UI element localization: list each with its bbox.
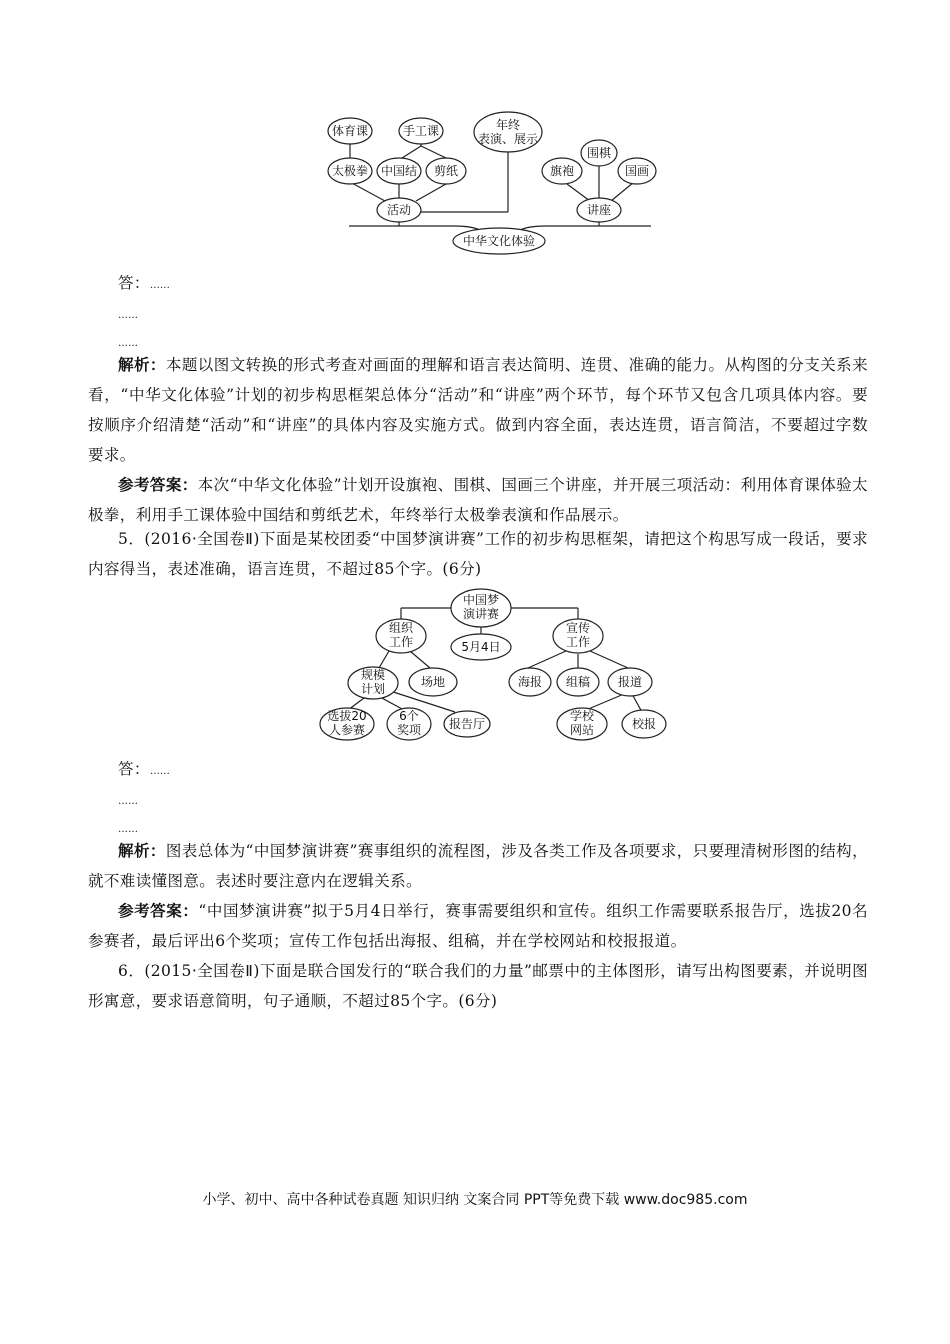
node-label: 工作 — [388, 635, 414, 649]
answer-dots: …… — [118, 824, 138, 835]
diagram2-node-school-paper — [622, 710, 666, 738]
analysis-label: 解析： — [118, 355, 166, 374]
node-label: 太极拳 — [331, 164, 369, 178]
diagram2-node-venue — [409, 668, 457, 696]
node-label: 体育课 — [331, 124, 369, 138]
answer-dots: …… — [149, 766, 170, 777]
q5-answer-line — [118, 754, 170, 787]
node-label: 计划 — [360, 682, 386, 696]
q6-question — [88, 956, 868, 1016]
node-label: 报告厅 — [448, 717, 486, 731]
diagram2-node-scale — [348, 667, 398, 699]
node-label: 场地 — [420, 675, 446, 689]
node-label: 规模 — [360, 668, 386, 682]
answer-dots: …… — [118, 796, 138, 807]
answer-label: 答： — [118, 760, 150, 778]
diagram2-node-awards — [387, 708, 431, 740]
node-label: 报道 — [617, 675, 643, 689]
node-label: 旗袍 — [549, 164, 575, 178]
node-label: 中华文化体验 — [462, 234, 536, 248]
node-label: 学校 — [569, 709, 595, 723]
answer-label: 答： — [118, 274, 150, 292]
reference-text: “中国梦演讲赛”拟于5月4日举行，赛事需要组织和宣传。组织工作需要联系报告厅，选拔20名参赛者，最后评出6个奖项；宣传工作包括出海报、组稿，并在学校网站和校报报道。 — [88, 902, 868, 950]
diagram2-node-date — [451, 634, 511, 660]
node-label: 6个 — [399, 709, 419, 723]
diagram2-node-publicity — [553, 619, 603, 653]
node-label: 海报 — [517, 675, 543, 689]
question-number: 6．(2015· — [118, 962, 198, 980]
node-label: 奖项 — [396, 723, 422, 737]
node-label: 中国梦 — [462, 593, 500, 607]
node-label: 网站 — [569, 723, 595, 737]
node-label: 讲座 — [586, 203, 612, 217]
reference-label: 参考答案： — [118, 475, 198, 494]
node-label: 演讲赛 — [462, 607, 500, 621]
answer-dots: …… — [118, 338, 138, 349]
node-label: 组织 — [388, 621, 414, 635]
node-label: 剪纸 — [433, 164, 459, 178]
analysis-text: 图表总体为“中国梦演讲赛”赛事组织的流程图，涉及各类工作及各项要求，只要理清树形图的结构，就不难读懂图意。表述时要注意内在逻辑关系。 — [88, 842, 868, 890]
page-footer: 小学、初中、高中各种试卷真题 知识归纳 文案合同 PPT等免费下载 www.doc985.com — [202, 1192, 748, 1208]
analysis-label: 解析： — [118, 841, 166, 860]
node-label: 表演、展示 — [477, 132, 539, 146]
diagram2-node-drafts — [557, 668, 599, 696]
diagram2-node-hall — [444, 711, 490, 737]
node-label: 宣传 — [565, 621, 591, 635]
question-source: 全国卷Ⅱ — [197, 962, 254, 980]
node-label: 组稿 — [565, 675, 591, 689]
question-number: 5．(2016· — [118, 530, 198, 548]
node-label: 国画 — [624, 164, 650, 178]
answer-dots: …… — [118, 310, 138, 321]
diagram2-node-school-site — [557, 708, 607, 740]
diagram2-node-select — [320, 708, 374, 740]
node-label: 人参赛 — [328, 723, 366, 737]
q5-reference-answer — [88, 896, 868, 956]
analysis-text: 本题以图文转换的形式考查对画面的理解和语言表达简明、连贯、准确的能力。从构图的分支关系来看，“中华文化体验”计划的初步构思框架总体分“活动”和“讲座”两个环节，每个环节又包含几项具体内容。要按顺序介绍清楚“活动”和“讲座”的具体内容及实施方式。做到内容全面，表达连贯，语言简洁，不要超过字数要求。 — [88, 356, 869, 464]
reference-text: 本次“中华文化体验”计划开设旗袍、围棋、国画三个讲座，并开展三项活动：利用体育课体验太极拳，利用手工课体验中国结和剪纸艺术，年终举行太极拳表演和作品展示。 — [88, 476, 868, 524]
q5-analysis — [88, 836, 868, 896]
diagram2-node-organize — [376, 619, 426, 653]
node-label: 中国结 — [380, 164, 418, 178]
question-source: 全国卷Ⅱ — [197, 530, 254, 548]
node-label: 校报 — [631, 717, 657, 731]
diagram2-node-root — [451, 589, 511, 627]
node-label: 工作 — [565, 635, 591, 649]
node-label: 年终 — [495, 118, 521, 132]
node-label: 活动 — [386, 203, 412, 217]
question-text: )下面是某校团委“中国梦演讲赛”工作的初步构思框架，请把这个构思写成一段话，要求内容得当，表述准确，语言连贯，不超过85个字。(6分) — [88, 530, 868, 578]
node-label: 围棋 — [586, 146, 612, 160]
node-label: 手工课 — [402, 124, 440, 138]
answer-dots: …… — [149, 280, 170, 291]
node-label: 选拔20 — [327, 709, 367, 723]
reference-label: 参考答案： — [118, 901, 199, 920]
node-label: 5月4日 — [461, 640, 501, 654]
question-text: )下面是联合国发行的“联合我们的力量”邮票中的主体图形，请写出构图要素，并说明图形寓意，要求语意简明，句子通顺，不超过85个字。(6分) — [88, 962, 868, 1010]
diagram2-node-poster — [509, 668, 551, 696]
diagram2-node-report — [608, 668, 652, 696]
